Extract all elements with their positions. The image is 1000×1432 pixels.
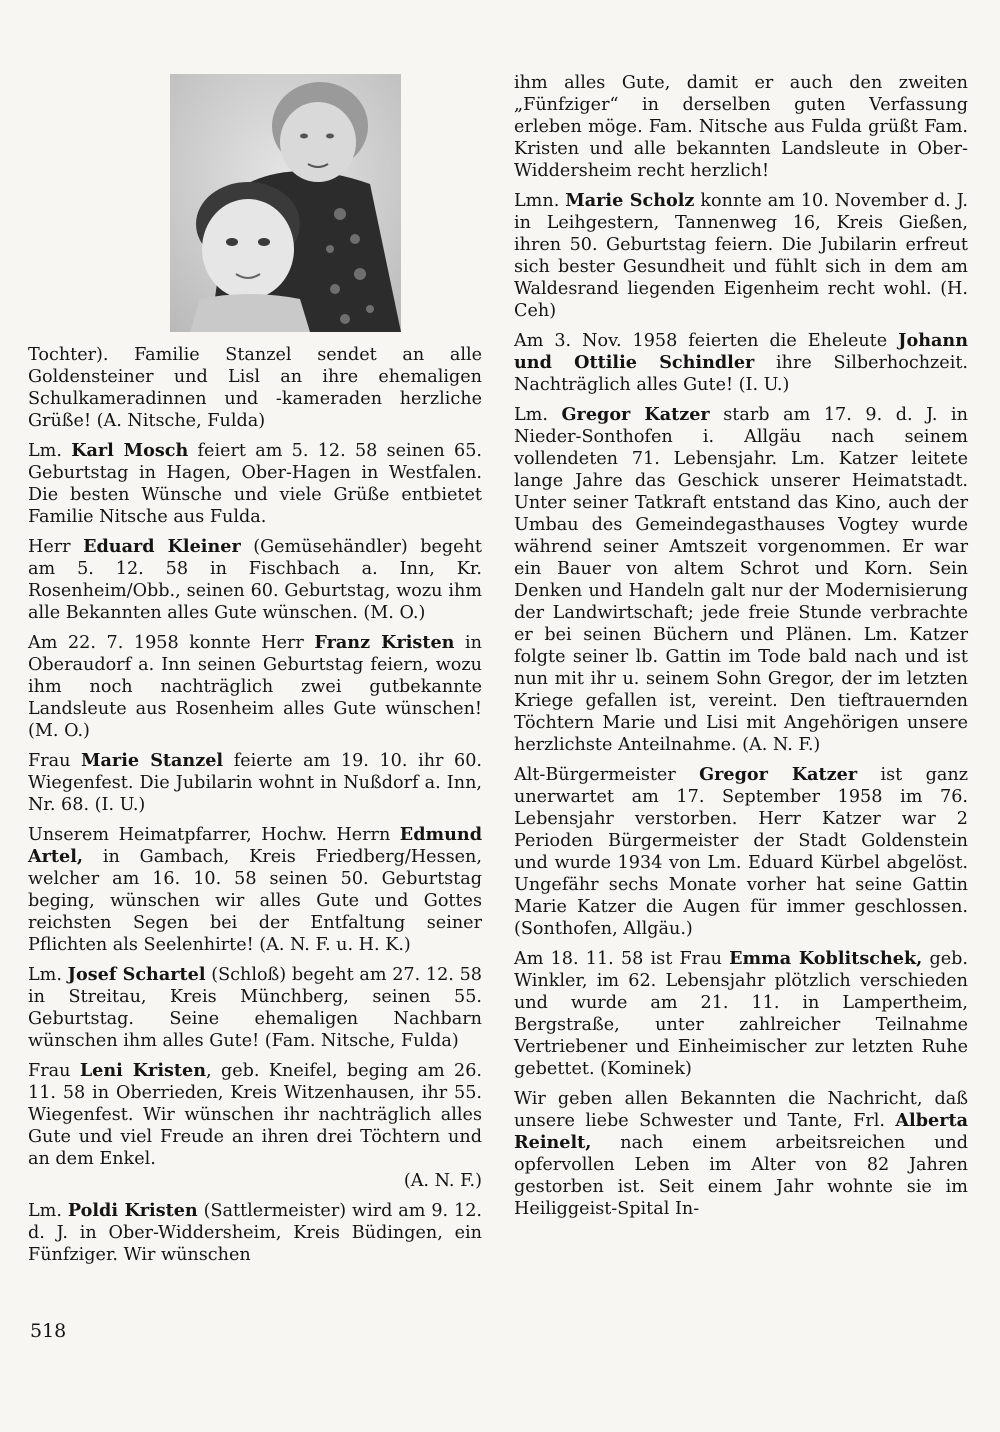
paragraph-l9 <box>28 1200 482 1266</box>
paragraph-text: (Sattlermeister) wird am 9. 12. d. J. in Ober-Widdersheim, Kreis Büdingen, ein Fünfziger. Wir wünschen <box>28 1201 482 1265</box>
paragraph-r1 <box>514 72 968 182</box>
right-column <box>514 72 968 1228</box>
paragraph-r2 <box>514 190 968 322</box>
photo-image <box>170 74 401 332</box>
paragraph-text: Frau <box>28 1061 80 1081</box>
person-name: Eduard Kleiner <box>83 536 241 557</box>
paragraph-text: Am 22. 7. 1958 konnte Herr <box>28 633 315 653</box>
paragraph-r3 <box>514 330 968 396</box>
paragraph-r5 <box>514 764 968 940</box>
paragraph-signature: (A. N. F.) <box>403 1171 482 1191</box>
paragraph-text: ist ganz unerwartet am 17. September 1958 im 76. Lebensjahr verstorben. Herr Katzer war 2 Perioden Bürgermeister der Stadt Goldenstein und wurde 1934 von Lm. Eduard Kürbel abgelöst. Ungefähr sechs Monate vorher hat seine Gattin Marie Katzer die Augen für immer geschlossen. (Sonthofen, Allgäu.) <box>514 765 968 939</box>
paragraph-text: konnte am 10. November d. J. in Leihgestern, Tannenweg 16, Kreis Gießen, ihren 50. Geburtstag feiern. Die Jubilarin erfreut sich bester Gesundheit und fühlt sich in dem am Waldesrand liegenden Eigenheim recht wohl. (H. Ceh) <box>514 191 968 321</box>
paragraph-r7 <box>514 1088 968 1220</box>
paragraph-text: starb am 17. 9. d. J. in Nieder-Sonthofen i. Allgäu nach seinem vollendeten 71. Lebensjahr. Lm. Katzer leitete lange Jahre das Geschick unserer Heimatstadt. Unter seiner Tatkraft entstand das Kino, auch der Umbau des Gemeindegasthauses Vogtey wurde während seiner Amtszeit vorgenommen. Er war ein Bauer von altem Schrot und Korn. Sein Denken und Handeln galt nur der Modernisierung der Landwirtschaft; jede freie Stunde verbrachte er bei seinen Büchern und Plänen. Lm. Katzer folgte seiner lb. Gattin im Tode bald nach und ist nun mit ihr u. seinem Sohn Gregor, der im letzten Kriege gefallen ist, vereint. Den tieftrauernden Töchtern Marie und Lisi mit Angehörigen unsere herzlichste Anteilnahme. (A. N. F.) <box>514 405 968 755</box>
paragraph-r6 <box>514 948 968 1080</box>
page-number: 518 <box>30 1320 67 1342</box>
paragraph-text: Wir geben allen Bekannten die Nachricht, daß unsere liebe Schwester und Tante, Frl. <box>514 1089 968 1131</box>
person-name: Marie Stanzel <box>81 750 224 771</box>
paragraph-l4 <box>28 632 482 742</box>
paragraph-text: (Schloß) begeht am 27. 12. 58 in Streitau, Kreis Münchberg, seinen 55. Geburtstag. Seine ehemaligen Nachbarn wünschen ihm alles Gute! (Fam. Nitsche, Fulda) <box>28 965 482 1051</box>
person-name: Poldi Kristen <box>67 1200 198 1221</box>
paragraph-l7 <box>28 964 482 1052</box>
left-column-text <box>28 344 482 1274</box>
paragraph-text: Lm. <box>28 1201 68 1221</box>
paragraph-text: Lm. <box>28 441 72 461</box>
paragraph-text: Am 3. Nov. 1958 feierten die Eheleute <box>514 331 899 351</box>
person-name: Gregor Katzer <box>699 764 858 785</box>
paragraph-text: Am 18. 11. 58 ist Frau <box>514 949 730 969</box>
person-name: Johann und Ottilie Schindler <box>514 330 968 373</box>
paragraph-text: Herr <box>28 537 84 557</box>
paragraph-text: Lm. <box>28 965 68 985</box>
paragraph-text: Tochter). Familie Stanzel sendet an alle Goldensteiner und Lisl an ihre ehemaligen Schulkameradinnen und -kameraden herzliche Grüße! (A. Nitsche, Fulda) <box>28 345 482 431</box>
paragraph-text: feiert am 5. 12. 58 seinen 65. Geburtstag in Hagen, Ober-Hagen in Westfalen. Die besten Wünsche und viele Grüße entbietet Familie Nitsche aus Fulda. <box>28 441 482 527</box>
paragraph-text: geb. Winkler, im 62. Lebensjahr plötzlich verschieden und wurde am 21. 11. in Lampertheim, Bergstraße, unter zahlreicher Teilnahme Vertriebener und Einheimischer zur letzten Ruhe gebettet. (Kominek) <box>514 949 968 1079</box>
person-name: Edmund Artel, <box>28 824 482 867</box>
person-name: Franz Kristen <box>314 632 455 653</box>
paragraph-text: in Gambach, Kreis Friedberg/Hessen, welcher am 16. 10. 58 seinen 50. Geburtstag beging, wünschen wir alles Gute und Gottes reichsten Segen bei der Entfaltung seiner Pflichten als Seelenhirte! (A. N. F. u. H. K.) <box>28 847 482 955</box>
paragraph-l3 <box>28 536 482 624</box>
paragraph-text: Frau <box>28 751 82 771</box>
paragraph-l8 <box>28 1060 482 1170</box>
paragraph-text: Lmn. <box>514 191 566 211</box>
paragraph-text: ihre Silberhochzeit. Nachträglich alles Gute! (I. U.) <box>514 353 968 395</box>
person-name: Alberta Reinelt, <box>514 1110 968 1153</box>
paragraph-text: (Gemüsehändler) begeht am 5. 12. 58 in Fischbach a. Inn, Kr. Rosenheim/Obb., seinen 60. Geburtstag, wozu ihm alle Bekannten alles Gute wünschen. (M. O.) <box>28 537 482 623</box>
paragraph-l2 <box>28 440 482 528</box>
paragraph-text: nach einem arbeitsreichen und opfervollen Leben im Alter von 82 Jahren gestorben ist. Seit einem Jahr wohnte sie im Heiliggeist-Spital In- <box>514 1133 968 1219</box>
paragraph-r4 <box>514 404 968 756</box>
paragraph-l5 <box>28 750 482 816</box>
person-name: Emma Koblitschek, <box>729 948 923 969</box>
person-name: Marie Scholz <box>565 190 695 211</box>
paragraph-l6 <box>28 824 482 956</box>
person-name: Leni Kristen <box>79 1060 207 1081</box>
paragraph-l1 <box>28 344 482 432</box>
paragraph-text: feierte am 19. 10. ihr 60. Wiegenfest. Die Jubilarin wohnt in Nußdorf a. Inn, Nr. 68. (I. U.) <box>28 751 483 815</box>
person-name: Gregor Katzer <box>561 404 710 425</box>
person-name: Karl Mosch <box>71 440 189 461</box>
portrait-photo <box>170 74 401 332</box>
paragraph-text: in Oberaudorf a. Inn seinen Geburtstag feiern, wozu ihm noch nachträglich zwei gutbekannte Landsleute aus Rosenheim alles Gute wünschen! (M. O.) <box>28 633 482 741</box>
paragraph-text: ihm alles Gute, damit er auch den zweiten „Fünfziger“ in derselben guten Verfassung erleben möge. Fam. Nitsche aus Fulda grüßt Fam. Kristen und alle bekannten Landsleute in Ober-Widdersheim recht herzlich! <box>514 73 968 181</box>
paragraph-text: Lm. <box>514 405 562 425</box>
paragraph-text: Alt-Bürgermeister <box>514 765 700 785</box>
paragraph-text: , geb. Kneifel, beging am 26. 11. 58 in Oberrieden, Kreis Witzenhausen, ihr 55. Wiegenfest. Wir wünschen ihr nachträglich alles Gute und viel Freude an ihren drei Töchtern und an dem Enkel. <box>28 1061 482 1169</box>
paragraph-text: Unserem Heimatpfarrer, Hochw. Herrn <box>28 825 400 845</box>
person-name: Josef Schartel <box>67 964 206 985</box>
